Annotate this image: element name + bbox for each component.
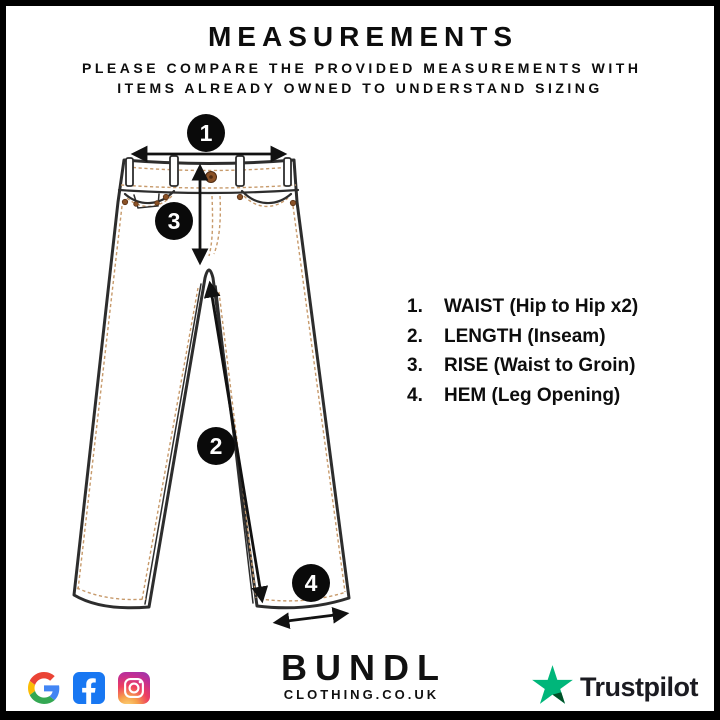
svg-text:1: 1 bbox=[199, 120, 213, 146]
page-title: MEASUREMENTS bbox=[207, 21, 518, 52]
marker-4 bbox=[292, 564, 330, 602]
marker-2 bbox=[197, 427, 235, 465]
hem-arrow bbox=[276, 614, 346, 623]
legend-label: RISE (Waist to Groin) bbox=[444, 355, 636, 376]
trustpilot-star-icon bbox=[532, 665, 573, 709]
marker-3 bbox=[155, 202, 193, 240]
brand-domain: CLOTHING.CO.UK bbox=[283, 687, 440, 702]
jeans-diagram bbox=[6, 106, 396, 646]
brand-name: BUNDL bbox=[281, 647, 447, 688]
legend-item-rise bbox=[407, 351, 638, 381]
trustpilot-label: Trustpilot bbox=[580, 671, 698, 702]
legend-item-hem bbox=[407, 381, 638, 411]
legend-number: 3. bbox=[407, 355, 423, 376]
subtitle-line-1: PLEASE COMPARE THE PROVIDED MEASUREMENTS WITH bbox=[82, 60, 642, 76]
svg-text:2: 2 bbox=[209, 433, 223, 459]
subtitle bbox=[6, 58, 714, 98]
legend-item-waist bbox=[407, 292, 638, 322]
legend-number: 4. bbox=[407, 384, 423, 406]
measurement-legend bbox=[407, 292, 638, 410]
jeans-button-center bbox=[209, 175, 213, 179]
svg-text:4: 4 bbox=[304, 570, 318, 596]
trustpilot-logo bbox=[532, 665, 698, 709]
legend-label: LENGTH (Inseam) bbox=[444, 325, 606, 347]
legend-label: HEM (Leg Opening) bbox=[444, 384, 621, 406]
legend-label: WAIST (Hip to Hip x2) bbox=[444, 296, 639, 317]
legend-item-length bbox=[407, 322, 638, 352]
marker-1 bbox=[187, 114, 225, 152]
header bbox=[6, 6, 714, 98]
svg-text:3: 3 bbox=[167, 208, 181, 234]
jeans-silhouette bbox=[74, 160, 349, 608]
subtitle-line-2: ITEMS ALREADY OWNED TO UNDERSTAND SIZING bbox=[117, 80, 603, 96]
legend-number: 2. bbox=[407, 325, 423, 347]
legend-number: 1. bbox=[407, 296, 423, 317]
